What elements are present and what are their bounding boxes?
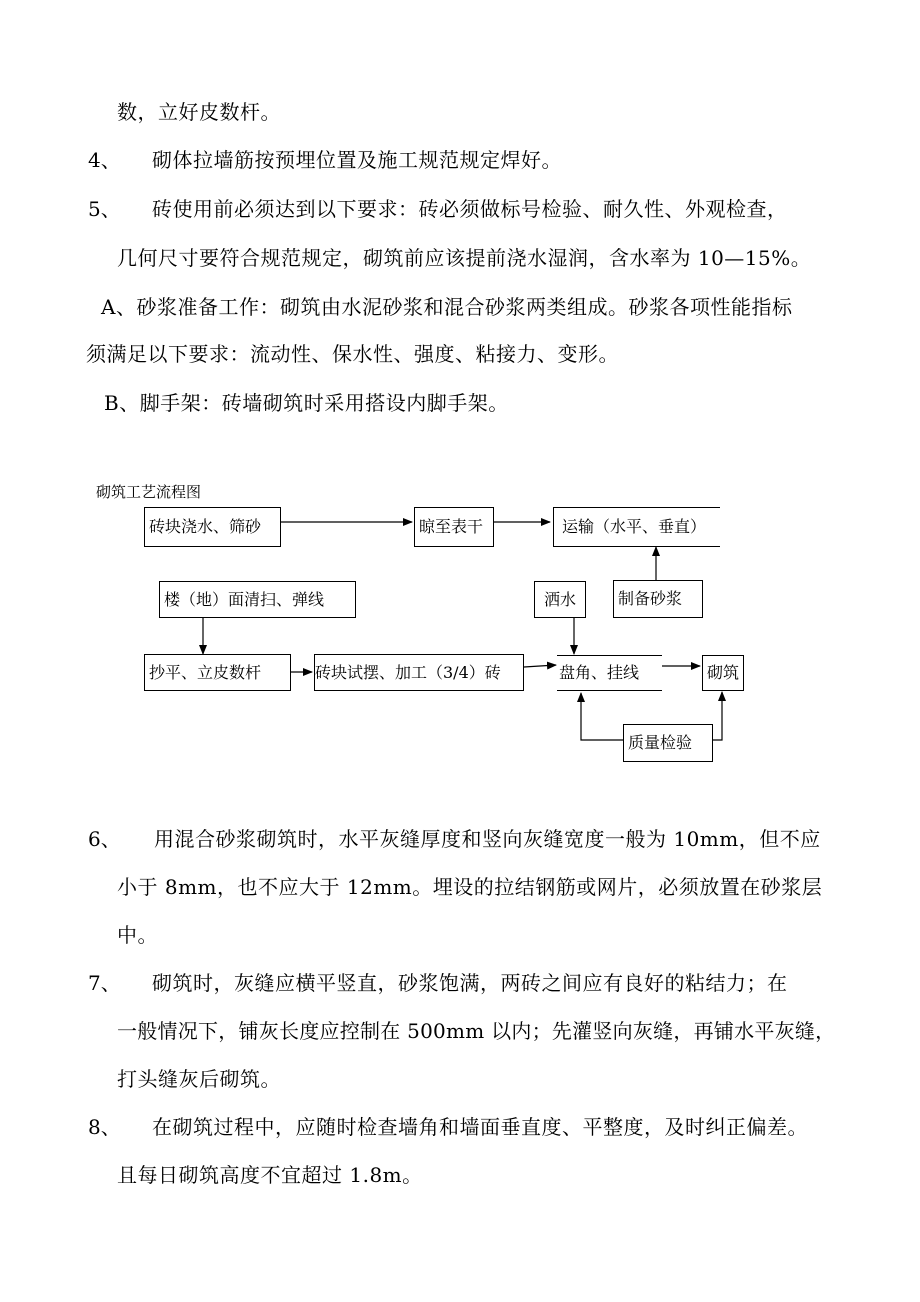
node-transport: 运输（水平、垂直） [553, 507, 720, 547]
item-6-text-line2: 小于 8mm，也不应大于 12mm。埋设的拉结钢筋或网片，必须放置在砂浆层 [117, 875, 823, 899]
node-trial: 砖块试摆、加工（3/4）砖 [314, 654, 524, 691]
item-6-number: 6、 [88, 827, 121, 851]
node-quality: 质量检验 [623, 724, 713, 762]
node-dry: 晾至表干 [414, 507, 494, 547]
node-water-sieve: 砖块浇水、筛砂 [144, 507, 281, 547]
node-build: 砌筑 [702, 655, 744, 691]
arrow-quality-to-corner [581, 693, 623, 740]
item-5-text-line2: 几何尺寸要符合规范规定，砌筑前应该提前浇水湿润，含水率为 10—15%。 [117, 246, 812, 270]
item-7-text-line1: 砌筑时，灰缝应横平竖直，砂浆饱满，两砖之间应有良好的粘结力；在 [152, 971, 788, 995]
item-7-text-line3: 打头缝灰后砌筑。 [117, 1067, 281, 1091]
item-6-text-line3: 中。 [117, 923, 158, 947]
item-5-number: 5、 [88, 197, 121, 221]
item-4-text: 砌体拉墙筋按预埋位置及施工规范规定焊好。 [152, 148, 562, 172]
node-floor-clean: 楼（地）面清扫、弹线 [159, 581, 356, 618]
paragraph-3-continuation: 数，立好皮数杆。 [117, 100, 281, 124]
item-6-text-line1: 用混合砂浆砌筑时，水平灰缝厚度和竖向灰缝宽度一般为 10mm，但不应 [154, 827, 821, 851]
item-b-text: B、脚手架：砖墙砌筑时采用搭设内脚手架。 [104, 391, 509, 415]
item-8-number: 8、 [88, 1115, 121, 1139]
node-corner: 盘角、挂线 [557, 655, 662, 691]
arrow-trial-to-corner [524, 665, 556, 667]
item-a-text-line2: 须满足以下要求：流动性、保水性、强度、粘接力、变形。 [86, 342, 619, 366]
item-7-text-line2: 一般情况下，铺灰长度应控制在 500mm 以内；先灌竖向灰缝，再铺水平灰缝， [117, 1019, 836, 1043]
node-sprinkle: 洒水 [534, 581, 586, 618]
item-4-number: 4、 [88, 148, 121, 172]
node-mortar: 制备砂浆 [613, 580, 703, 618]
item-7-number: 7、 [88, 971, 121, 995]
item-a-text-line1: A、砂浆准备工作：砌筑由水泥砂浆和混合砂浆两类组成。砂浆各项性能指标 [101, 295, 793, 319]
arrow-quality-to-build [713, 692, 722, 740]
item-5-text-line1: 砖使用前必须达到以下要求：砖必须做标号检验、耐久性、外观检查， [152, 197, 788, 221]
node-level: 抄平、立皮数杆 [144, 654, 291, 691]
item-8-text-line1: 在砌筑过程中，应随时检查墙角和墙面垂直度、平整度，及时纠正偏差。 [152, 1115, 808, 1139]
item-8-text-line2: 且每日砌筑高度不宜超过 1.8m。 [117, 1163, 423, 1187]
flowchart-title: 砌筑工艺流程图 [96, 483, 202, 501]
